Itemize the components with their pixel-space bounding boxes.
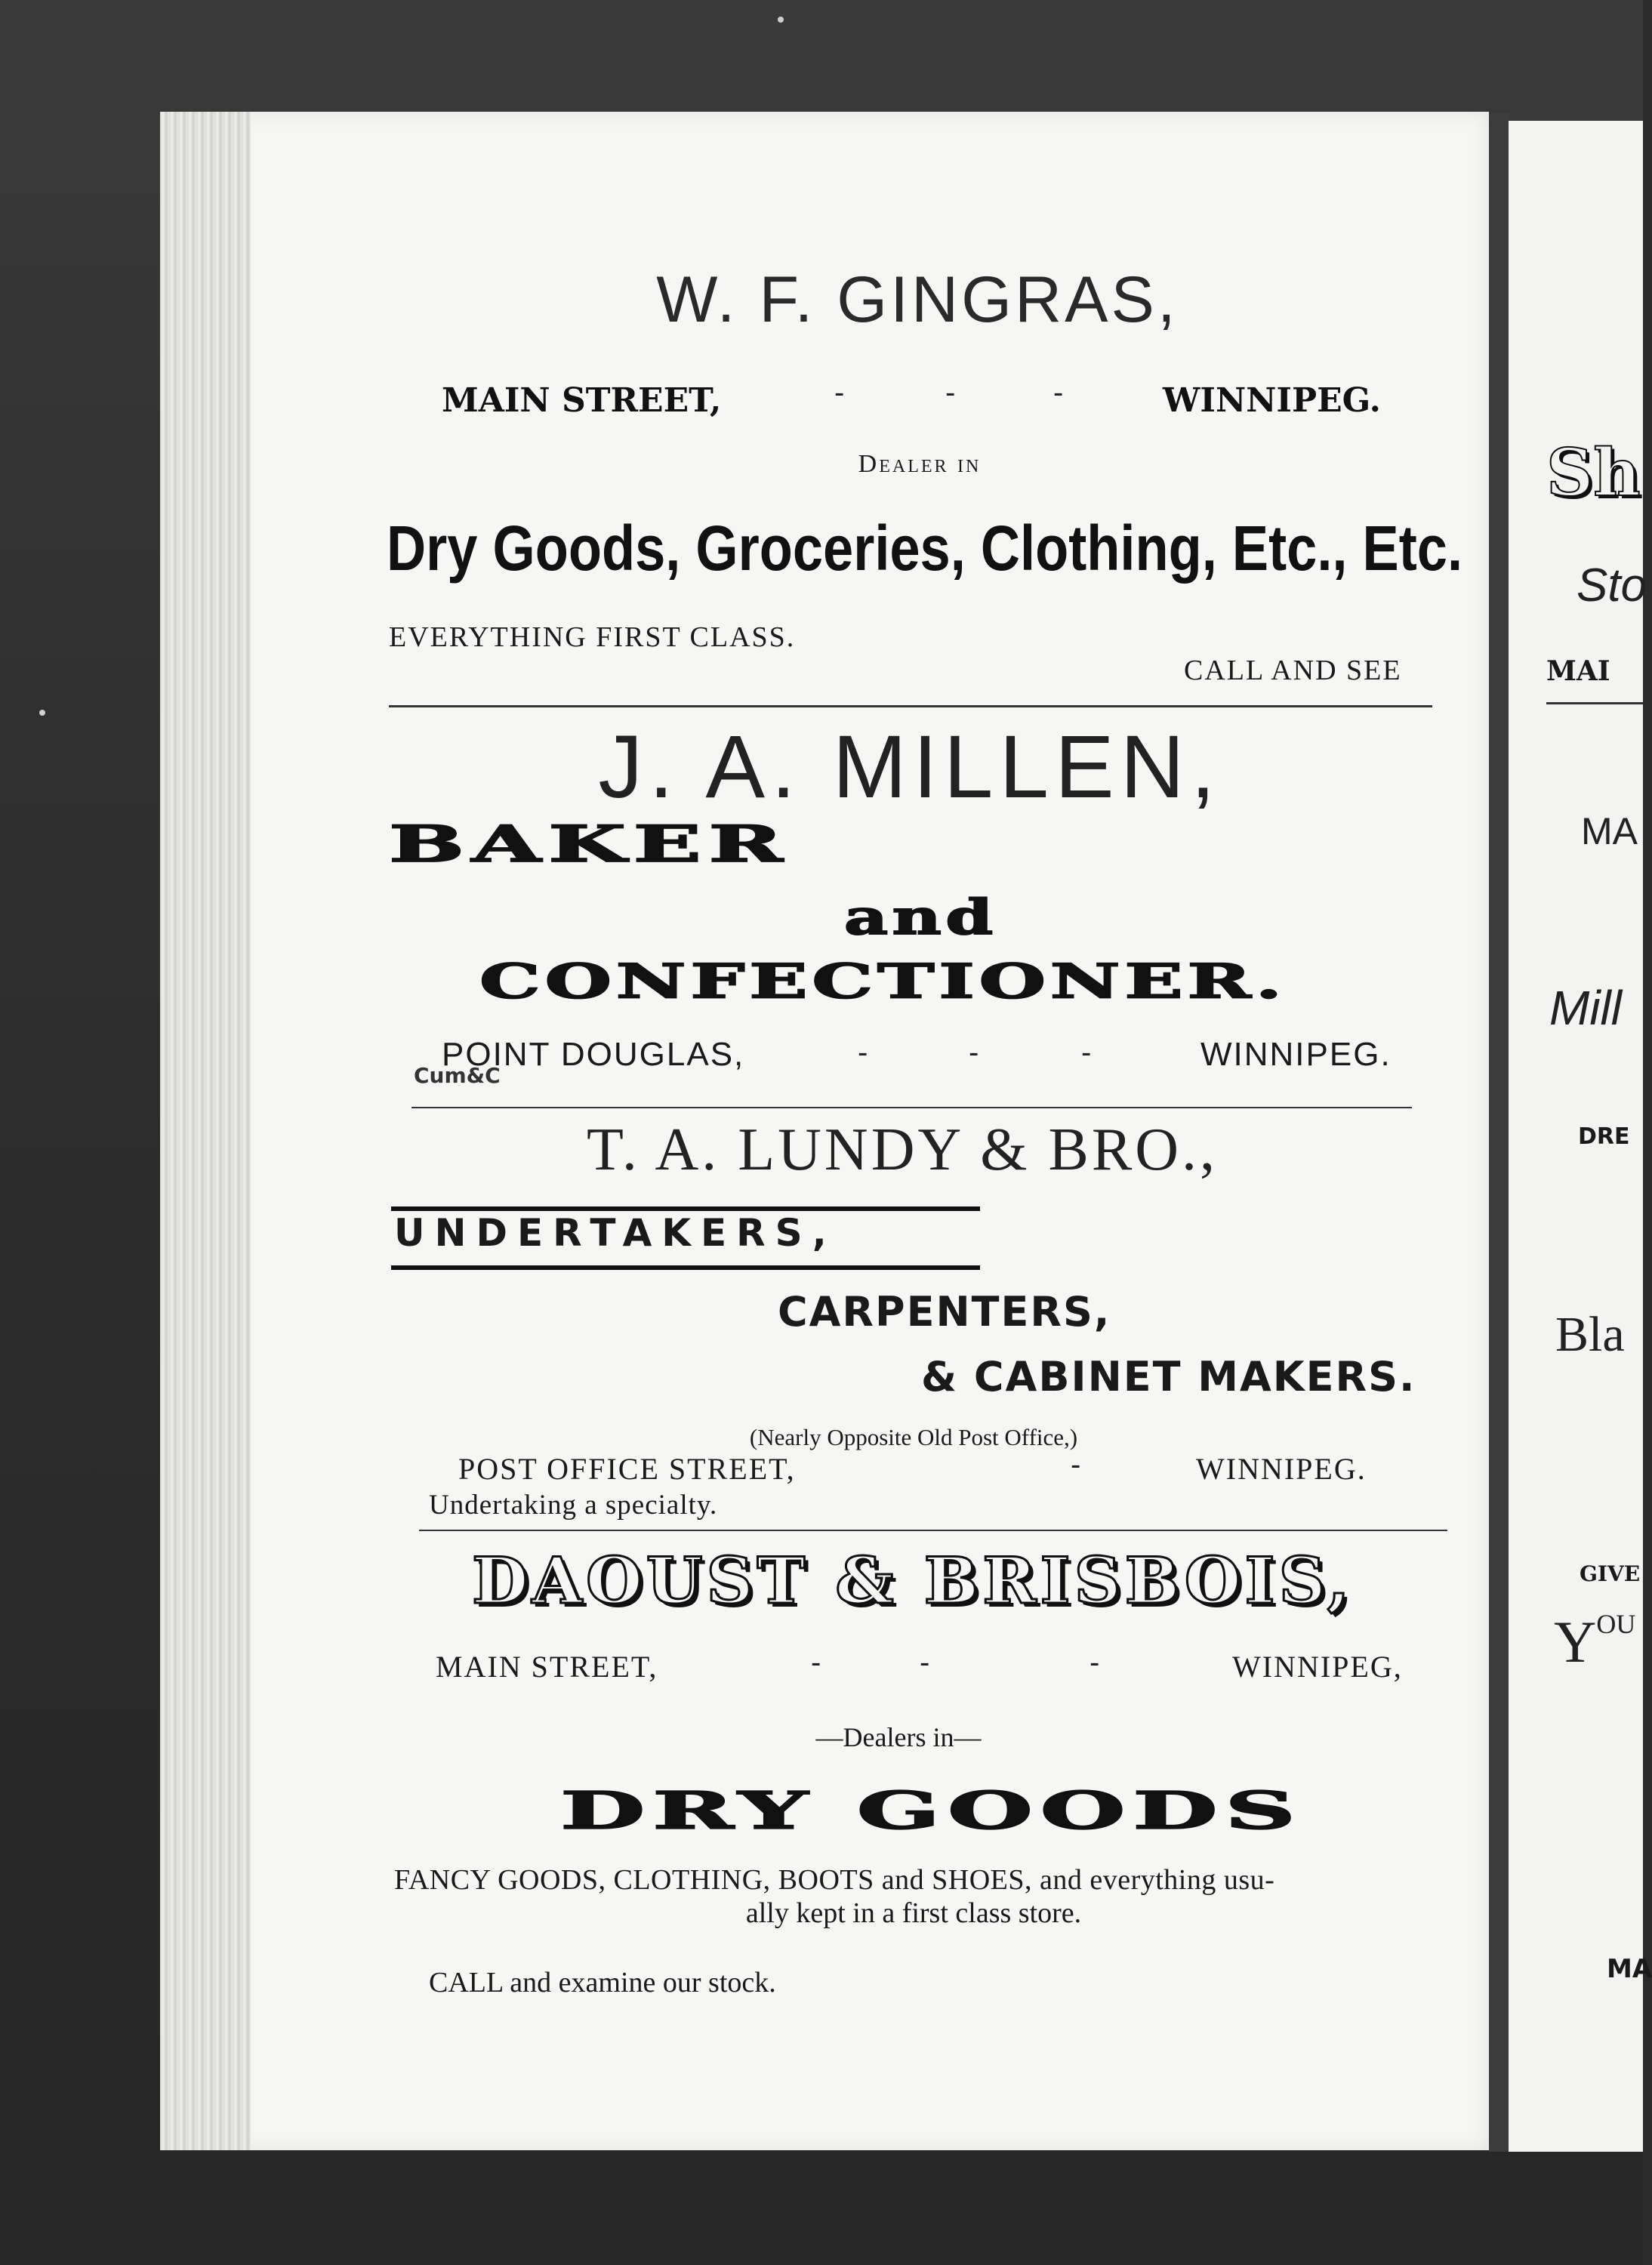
lundy-trade-carpenters: CARPENTERS, [778, 1288, 1111, 1336]
separator-dash: - [969, 1036, 979, 1069]
divider-rule [1546, 702, 1643, 704]
right-page-fragment: MA [1581, 810, 1638, 852]
gingras-tagline: EVERYTHING FIRST CLASS. [389, 621, 796, 653]
millen-name: J. A. MILLEN, [598, 717, 1222, 817]
divider-rule [419, 1530, 1447, 1531]
lundy-location-note: (Nearly Opposite Old Post Office,) [749, 1424, 1078, 1450]
gingras-goods: Dry Goods, Groceries, Clothing, Etc., Etc. [387, 513, 1463, 584]
millen-trade-and: and [844, 889, 997, 946]
separator-dash: - [920, 1646, 930, 1679]
lundy-trade-undertakers: UNDERTAKERS, [394, 1211, 837, 1255]
separator-dash: - [834, 376, 845, 409]
right-page-fragment: MA [1607, 1954, 1652, 1984]
separator-dash: - [811, 1646, 821, 1679]
lundy-street: POST OFFICE STREET, [458, 1452, 796, 1486]
book-gutter [1489, 113, 1509, 2152]
daoust-city: WINNIPEG, [1232, 1650, 1403, 1684]
right-page-fragment: Bla [1555, 1307, 1625, 1362]
right-page-fragment-small: OU [1596, 1609, 1636, 1639]
gingras-street: MAIN STREET, [442, 381, 722, 420]
separator-dash: - [1081, 1036, 1092, 1069]
gingras-name: W. F. GINGRAS, [656, 263, 1179, 336]
divider-rule [411, 1107, 1412, 1108]
millen-trade-confectioner: CONFECTIONER. [479, 953, 1287, 1009]
right-page-fragment: DRE [1578, 1123, 1630, 1150]
call-and-see: CALL AND SEE [1184, 655, 1402, 686]
right-page-fragment: Sh [1546, 435, 1641, 511]
gingras-city: WINNIPEG. [1163, 381, 1381, 420]
right-page-fragment: Mill [1549, 981, 1622, 1035]
lundy-trade-cabinet-makers: & CABINET MAKERS. [921, 1353, 1416, 1401]
daoust-description-line-1: FANCY GOODS, CLOTHING, BOOTS and SHOES, and everything usu- [394, 1864, 1275, 1896]
daoust-goods: DRY GOODS [560, 1780, 1303, 1841]
daoust-name: DAOUST & BRISBOIS, [472, 1543, 1354, 1618]
separator-dash: - [1053, 376, 1064, 409]
daoust-description-line-2: ally kept in a first class store. [745, 1897, 1082, 1929]
gingras-dealer-in: Dealer in [858, 450, 982, 478]
daoust-call-to-action: CALL and examine our stock. [429, 1967, 776, 1998]
lundy-specialty: Undertaking a specialty. [429, 1490, 718, 1521]
right-page-fragment [1554, 1608, 1635, 1676]
daoust-street: MAIN STREET, [436, 1650, 658, 1684]
library-stamp: Cum&C [414, 1063, 501, 1088]
separator-dash: - [1090, 1646, 1100, 1679]
right-page-fragment: GIVE [1580, 1561, 1641, 1586]
right-page-fragment: Sto [1576, 559, 1647, 612]
dust-speck [39, 710, 45, 716]
dust-speck [778, 17, 784, 23]
right-page-fragment-letter: Y [1554, 1609, 1597, 1675]
separator-dash: - [1071, 1448, 1081, 1481]
right-page-fragment: MAI [1546, 655, 1610, 687]
separator-dash: - [858, 1036, 868, 1069]
lundy-name: T. A. LUNDY & BRO., [587, 1117, 1218, 1183]
millen-location: POINT DOUGLAS, [442, 1036, 745, 1073]
millen-city: WINNIPEG. [1200, 1036, 1392, 1073]
divider-rule [389, 705, 1432, 707]
millen-trade-baker: BAKER [389, 815, 791, 874]
lundy-city: WINNIPEG. [1196, 1452, 1367, 1486]
separator-dash: - [945, 376, 956, 409]
daoust-dealers-in: —Dealers in— [815, 1722, 982, 1752]
page-edges [160, 112, 251, 2150]
